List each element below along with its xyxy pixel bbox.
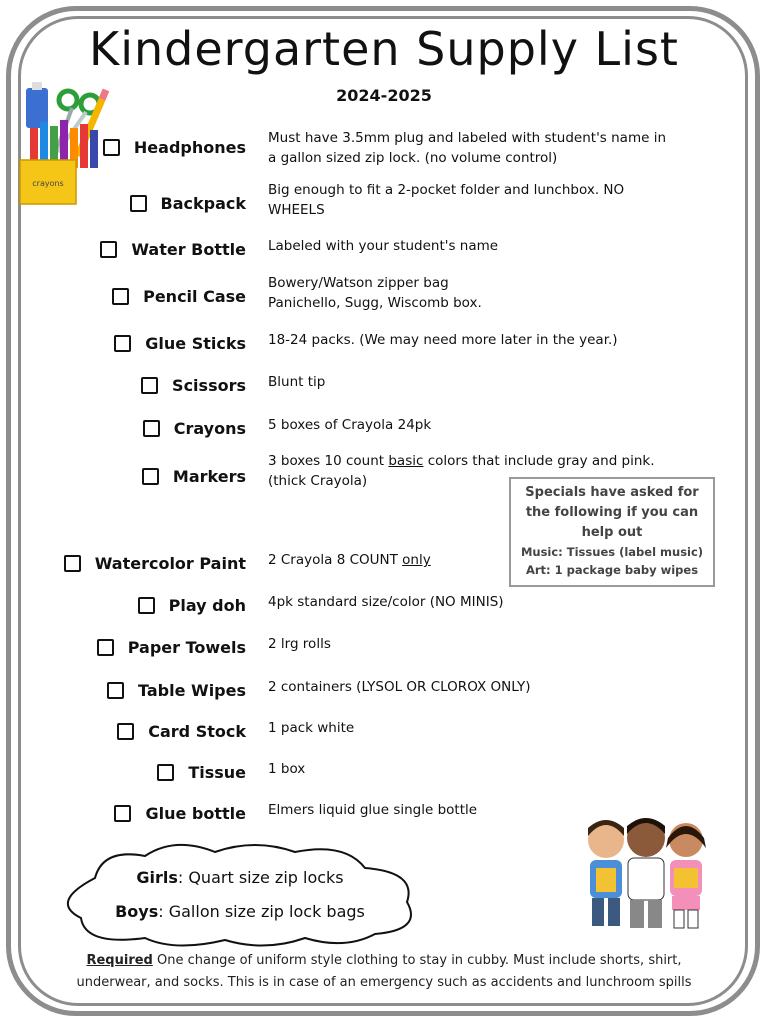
specials-music: Music: Tissues (label music)	[520, 545, 704, 559]
specials-line: the following if you can	[525, 505, 699, 520]
required-label: Required	[86, 953, 153, 968]
checkbox-tissue[interactable]	[157, 764, 174, 781]
description-line: Big enough to fit a 2-pocket folder and lunchbox. NO	[268, 182, 625, 198]
item-description	[268, 236, 708, 256]
item-label: Backpack	[160, 194, 246, 213]
item-label: Paper Towels	[127, 638, 246, 657]
item-description	[268, 273, 708, 313]
description-line: 3 boxes 10 count basic colors that include gray and pink.	[268, 453, 655, 469]
description-line: Panichello, Sugg, Wiscomb box.	[268, 295, 482, 311]
checkbox-table-wipes[interactable]	[107, 682, 124, 699]
checkbox-glue-bottle[interactable]	[114, 805, 131, 822]
item-description	[268, 718, 708, 738]
description-line: Must have 3.5mm plug and labeled with student's name in	[268, 130, 666, 146]
checkbox-crayons[interactable]	[143, 420, 160, 437]
description-line: 2 Crayola 8 COUNT only	[268, 552, 431, 568]
description-line: (thick Crayola)	[268, 473, 368, 489]
school-year: 2024-2025	[336, 86, 432, 105]
checkbox-headphones[interactable]	[103, 139, 120, 156]
child-left-icon	[588, 820, 624, 926]
checkbox-glue-sticks[interactable]	[114, 335, 131, 352]
item-description	[268, 677, 708, 697]
checkbox-pencil-case[interactable]	[112, 288, 129, 305]
item-description	[268, 415, 708, 435]
girls-note: Girls: Quart size zip locks	[136, 868, 344, 887]
description-line: Bowery/Watson zipper bag	[268, 275, 449, 291]
kids-clipart	[578, 808, 714, 936]
description-line: a gallon sized zip lock. (no volume control)	[268, 150, 558, 166]
checkbox-markers[interactable]	[142, 468, 159, 485]
description-line: Elmers liquid glue single bottle	[268, 802, 478, 818]
item-description	[268, 128, 708, 168]
item-description	[268, 180, 708, 220]
description-line: 1 pack white	[268, 720, 355, 736]
checkbox-water-bottle[interactable]	[100, 241, 117, 258]
item-description	[268, 550, 708, 570]
required-line: underwear, and socks. This is in case of an emergency such as accidents and lunchroom spills	[76, 975, 692, 990]
checkbox-card-stock[interactable]	[117, 723, 134, 740]
description-line: Blunt tip	[268, 374, 326, 390]
description-line: Labeled with your student's name	[268, 238, 499, 254]
item-label: Glue Sticks	[145, 334, 246, 353]
checkbox-scissors[interactable]	[141, 377, 158, 394]
description-line: 18-24 packs. (We may need more later in the year.)	[268, 332, 618, 348]
item-description	[268, 634, 708, 654]
checkbox-play-doh[interactable]	[138, 597, 155, 614]
item-description	[268, 330, 708, 350]
specials-art: Art: 1 package baby wipes	[525, 563, 699, 577]
item-label: Tissue	[188, 763, 246, 782]
item-label: Play doh	[168, 596, 246, 615]
description-line: 5 boxes of Crayola 24pk	[268, 417, 432, 433]
item-label: Markers	[172, 467, 246, 486]
item-label: Card Stock	[148, 722, 246, 741]
item-description	[268, 759, 708, 779]
checkbox-backpack[interactable]	[130, 195, 147, 212]
item-label: Glue bottle	[145, 804, 246, 823]
crayon-box-label: crayons	[32, 179, 64, 188]
required-note: Required One change of uniform style clothing to stay in cubby. Must include shorts, shirt, underwear, and socks. This is in case of an emergency such as accidents and lunchroom spills	[30, 950, 738, 994]
child-right-icon	[666, 823, 706, 928]
item-label: Scissors	[172, 376, 246, 395]
specials-note-box	[509, 477, 715, 587]
item-label: Watercolor Paint	[94, 554, 246, 573]
child-middle-icon	[627, 818, 665, 928]
item-label: Table Wipes	[138, 681, 246, 700]
boys-note: Boys: Gallon size zip lock bags	[115, 902, 365, 921]
item-label: Water Bottle	[131, 240, 246, 259]
item-label: Crayons	[173, 419, 246, 438]
description-line: 2 lrg rolls	[268, 636, 331, 652]
glue-bottle-icon	[26, 82, 48, 128]
description-line: 1 box	[268, 761, 306, 777]
specials-line: Specials have asked for	[525, 485, 699, 500]
specials-line: help out	[581, 525, 643, 540]
description-line: WHEELS	[268, 202, 325, 218]
checkbox-watercolor-paint[interactable]	[64, 555, 81, 572]
crayon-box-icon	[20, 160, 76, 204]
checkbox-paper-towels[interactable]	[97, 639, 114, 656]
description-line: 4pk standard size/color (NO MINIS)	[268, 594, 504, 610]
item-description	[268, 372, 708, 392]
crayons-scissors-clipart	[16, 82, 112, 212]
description-line: 2 containers (LYSOL OR CLOROX ONLY)	[268, 679, 531, 695]
item-label: Headphones	[133, 138, 246, 157]
item-label: Pencil Case	[143, 287, 246, 306]
item-description	[268, 592, 708, 612]
cloud-shape	[55, 838, 425, 948]
page-title: Kindergarten Supply List	[89, 22, 679, 76]
